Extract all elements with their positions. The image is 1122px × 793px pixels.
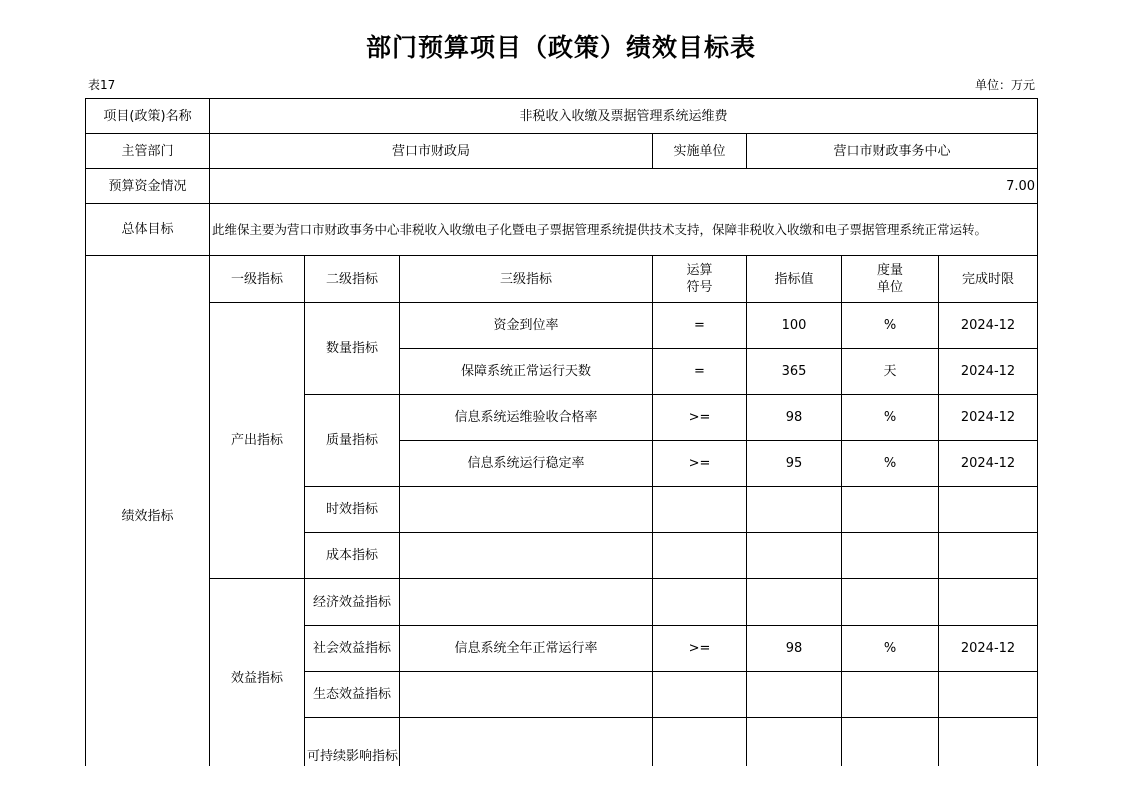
dept-label: 主管部门 bbox=[86, 134, 210, 169]
row-operator: = bbox=[653, 349, 747, 395]
row-name: 信息系统运行稳定率 bbox=[400, 441, 653, 487]
row-value: 98 bbox=[747, 626, 842, 672]
empty-cell bbox=[939, 533, 1038, 579]
budget-value: 7.00 bbox=[210, 169, 1038, 204]
unit-label: 单位：万元 bbox=[974, 78, 1035, 92]
empty-cell bbox=[842, 487, 939, 533]
empty-cell bbox=[939, 487, 1038, 533]
header-value: 指标值 bbox=[747, 256, 842, 303]
sub-social: 社会效益指标 bbox=[305, 626, 400, 672]
row-deadline: 2024-12 bbox=[939, 349, 1038, 395]
table-number: 表17 bbox=[88, 78, 116, 92]
header-operator bbox=[653, 256, 747, 303]
row-deadline: 2024-12 bbox=[939, 441, 1038, 487]
sub-quality: 质量指标 bbox=[305, 395, 400, 487]
empty-cell bbox=[747, 579, 842, 626]
empty-cell bbox=[939, 672, 1038, 718]
row-value: 365 bbox=[747, 349, 842, 395]
project-name-label: 项目(政策)名称 bbox=[86, 99, 210, 134]
header-operator-line2: 符号 bbox=[686, 280, 713, 295]
header-level3: 三级指标 bbox=[400, 256, 653, 303]
page-title: 部门预算项目（政策）绩效目标表 bbox=[365, 33, 756, 62]
sub-ecological: 生态效益指标 bbox=[305, 672, 400, 718]
row-name: 信息系统全年正常运行率 bbox=[400, 626, 653, 672]
row-operator: >= bbox=[653, 441, 747, 487]
row-deadline: 2024-12 bbox=[939, 626, 1038, 672]
budget-label: 预算资金情况 bbox=[86, 169, 210, 204]
row-value: 100 bbox=[747, 303, 842, 349]
header-level1: 一级指标 bbox=[210, 256, 305, 303]
empty-cell bbox=[747, 487, 842, 533]
impl-label: 实施单位 bbox=[653, 134, 747, 169]
empty-cell bbox=[400, 672, 653, 718]
header-operator-line1: 运算 bbox=[686, 263, 713, 278]
row-operator: >= bbox=[653, 395, 747, 441]
group-benefit: 效益指标 bbox=[210, 579, 305, 778]
empty-cell bbox=[653, 579, 747, 626]
row-deadline: 2024-12 bbox=[939, 303, 1038, 349]
group-output: 产出指标 bbox=[210, 303, 305, 579]
header-unit bbox=[842, 256, 939, 303]
empty-cell bbox=[842, 533, 939, 579]
header-level2: 二级指标 bbox=[305, 256, 400, 303]
header-deadline: 完成时限 bbox=[939, 256, 1038, 303]
row-unit: 天 bbox=[842, 349, 939, 395]
row-name: 保障系统正常运行天数 bbox=[400, 349, 653, 395]
empty-cell bbox=[747, 672, 842, 718]
sub-sustainable-label: 可持续影响指标 bbox=[307, 749, 399, 764]
impl-value: 营口市财政事务中心 bbox=[747, 134, 1038, 169]
goal-value: 此维保主要为营口市财政事务中心非税收入收缴电子化暨电子票据管理系统提供技术支持，保障非税收入收缴和电子票据管理系统正常运转。 bbox=[210, 204, 1038, 256]
empty-cell bbox=[400, 579, 653, 626]
perf-label: 绩效指标 bbox=[86, 256, 210, 778]
sub-economic: 经济效益指标 bbox=[305, 579, 400, 626]
project-name-value: 非税收入收缴及票据管理系统运维费 bbox=[210, 99, 1038, 134]
sub-quantity: 数量指标 bbox=[305, 303, 400, 395]
row-value: 98 bbox=[747, 395, 842, 441]
empty-cell bbox=[939, 579, 1038, 626]
row-value: 95 bbox=[747, 441, 842, 487]
empty-cell bbox=[653, 487, 747, 533]
goal-label: 总体目标 bbox=[86, 204, 210, 256]
empty-cell bbox=[653, 533, 747, 579]
row-name: 资金到位率 bbox=[400, 303, 653, 349]
header-unit-line1: 度量 bbox=[876, 263, 903, 278]
empty-cell bbox=[400, 487, 653, 533]
row-operator: >= bbox=[653, 626, 747, 672]
dept-value: 营口市财政局 bbox=[210, 134, 653, 169]
row-name: 信息系统运维验收合格率 bbox=[400, 395, 653, 441]
empty-cell bbox=[653, 672, 747, 718]
sub-timeliness: 时效指标 bbox=[305, 487, 400, 533]
empty-cell bbox=[842, 672, 939, 718]
empty-cell bbox=[400, 533, 653, 579]
page-cutoff bbox=[0, 766, 1122, 793]
header-unit-line2: 单位 bbox=[876, 280, 903, 295]
empty-cell bbox=[842, 579, 939, 626]
row-deadline: 2024-12 bbox=[939, 395, 1038, 441]
row-unit: % bbox=[842, 441, 939, 487]
row-operator: = bbox=[653, 303, 747, 349]
empty-cell bbox=[747, 533, 842, 579]
sub-cost: 成本指标 bbox=[305, 533, 400, 579]
row-unit: % bbox=[842, 395, 939, 441]
row-unit: % bbox=[842, 626, 939, 672]
performance-target-table bbox=[85, 98, 1038, 778]
row-unit: % bbox=[842, 303, 939, 349]
